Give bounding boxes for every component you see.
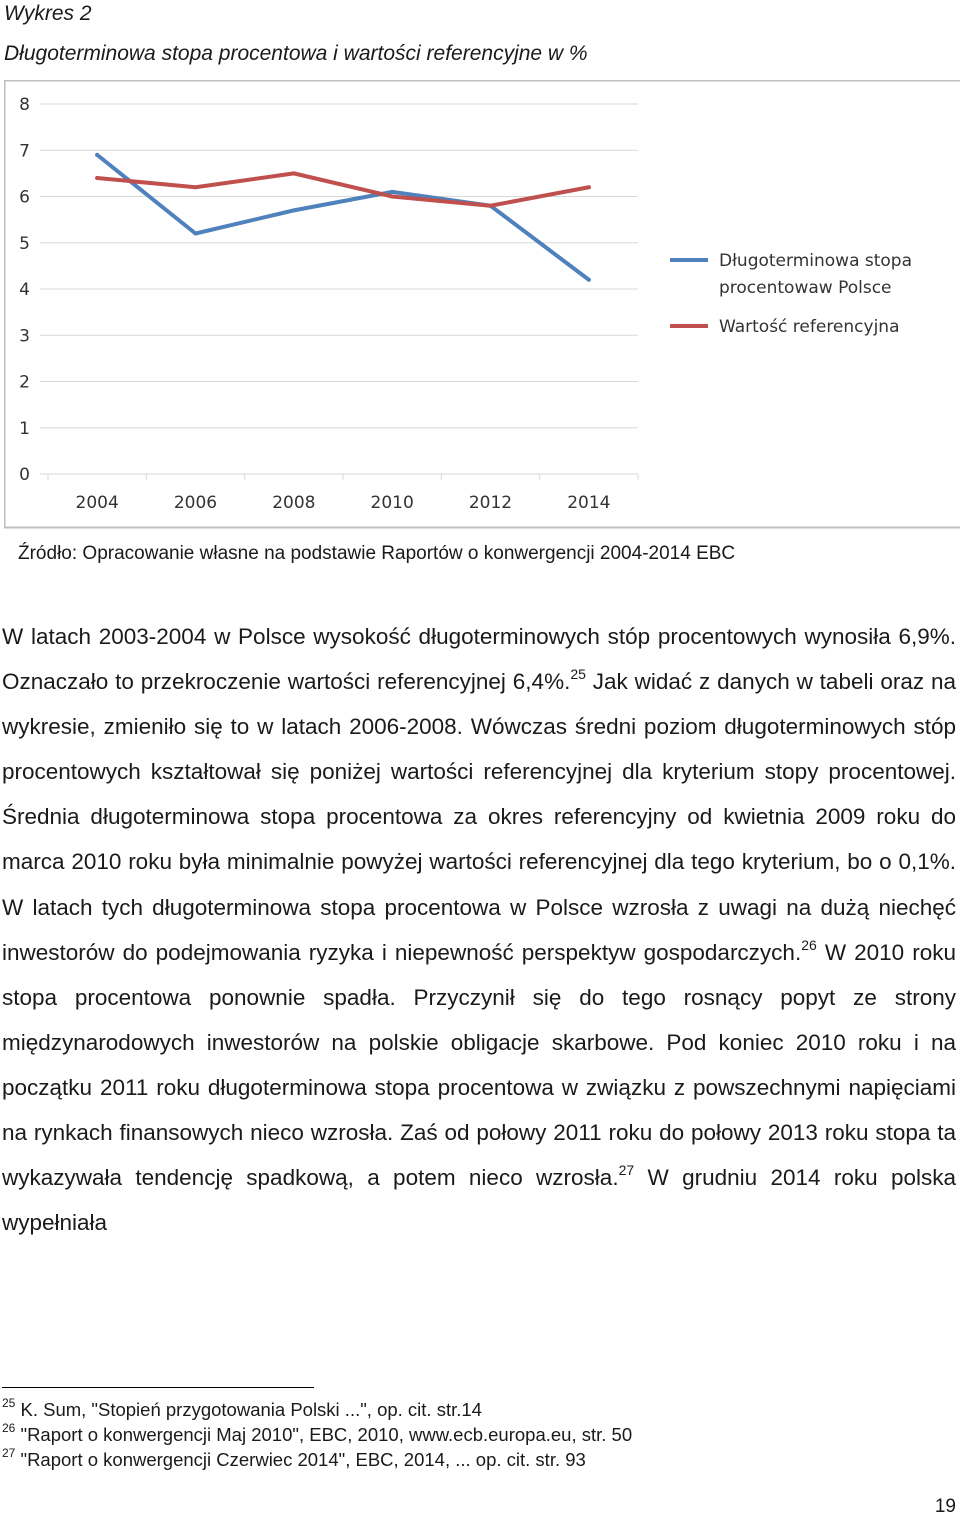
legend-label: Długoterminowa stopa xyxy=(719,251,913,271)
footnote-number: 25 xyxy=(2,1396,16,1410)
data-point xyxy=(489,204,493,208)
data-point xyxy=(390,195,394,199)
data-point xyxy=(194,232,198,236)
y-tick-label: 3 xyxy=(19,326,30,347)
figure-label: Wykres 2 xyxy=(4,2,92,25)
body-paragraph xyxy=(2,614,956,1245)
data-point xyxy=(95,153,99,157)
footnote-ref-26[interactable]: 26 xyxy=(801,936,817,953)
footnote-25 xyxy=(2,1396,482,1421)
x-tick-label: 2014 xyxy=(567,493,611,513)
legend-label: Wartość referencyjna xyxy=(719,317,900,337)
footnote-text: "Raport o konwergencji Maj 2010", EBC, 2010, www.ecb.europa.eu, str. 50 xyxy=(15,1424,633,1445)
x-tick-label: 2012 xyxy=(468,493,513,513)
figure-title: Długoterminowa stopa procentowa i wartości referencyjne w % xyxy=(4,42,588,65)
y-tick-label: 4 xyxy=(19,280,30,300)
y-tick-label: 6 xyxy=(19,187,30,208)
footnote-ref-27[interactable]: 27 xyxy=(618,1162,635,1179)
data-point xyxy=(194,185,198,189)
data-point xyxy=(292,171,296,175)
footnote-number: 27 xyxy=(2,1446,16,1460)
y-tick-label: 7 xyxy=(19,141,30,162)
body-text-part-1: W latach 2003-2004 w Polsce wysokość długoterminowych stóp procentowych wynosiła 6,9%. Oznaczało to przekroczenie wartości referencyjnej 6,4%. xyxy=(2,624,956,695)
body-text-part-3: W 2010 roku stopa procentowa ponownie spadła. Przyczynił się do tego rosnący popyt ze strony międzynarodowych inwestorów na polskie obligacje skarbowe. Pod koniec 2010 roku i na początku 2011 roku długoterminowa stopa procentowa w związku z powszechnymi napięciami na rynkach finansowych nieco wzrosła. Zaś od połowy 2011 roku do połowy 2013 roku stopa ta wykazywała tendencję spadkową, a potem nieco wzrosła. xyxy=(2,939,956,1191)
data-point xyxy=(587,278,591,282)
data-point xyxy=(95,176,99,180)
x-tick-label: 2004 xyxy=(75,493,119,513)
data-point xyxy=(292,208,296,212)
line-chart xyxy=(4,80,960,530)
y-tick-label: 2 xyxy=(19,372,30,393)
footnote-text: "Raport o konwergencji Czerwiec 2014", EBC, 2014, ... op. cit. str. 93 xyxy=(15,1449,586,1470)
footnote-27 xyxy=(2,1446,586,1471)
chart-svg xyxy=(4,80,960,530)
footnote-separator xyxy=(2,1387,314,1388)
x-tick-label: 2008 xyxy=(272,493,316,513)
chart-border xyxy=(5,81,960,528)
footnote-number: 26 xyxy=(2,1421,16,1435)
page-number: 19 xyxy=(934,1496,956,1517)
body-text-part-4: W grudniu 2014 roku polska wypełniała xyxy=(2,1165,957,1236)
body-text-part-2: Jak widać z danych w tabeli oraz na wykresie, zmieniło się to w latach 2006-2008. Wówczas średni poziom długoterminowych stóp procentowych kształtował się poniżej wartości referencyjnej dla kryterium stopy procentowej. Średnia długoterminowa stopa procentowa za okres referencyjny od kwietnia 2009 roku do marca 2010 roku była minimalnie powyżej wartości referencyjnej dla tego kryterium, bo o 0,1%. W latach tych długoterminowa stopa procentowa w Polsce wzrosła z uwagi na dużą niechęć inwestorów do podejmowania ryzyka i niepewność perspektyw gospodarczych. xyxy=(2,669,956,965)
data-point xyxy=(390,190,394,194)
footnote-26 xyxy=(2,1421,633,1446)
y-tick-label: 0 xyxy=(19,465,30,485)
y-tick-label: 5 xyxy=(19,233,30,254)
x-tick-label: 2010 xyxy=(370,493,414,513)
footnote-ref-25[interactable]: 25 xyxy=(570,666,586,683)
y-tick-label: 1 xyxy=(19,418,30,439)
footnote-text: K. Sum, "Stopień przygotowania Polski ...", op. cit. str.14 xyxy=(15,1399,482,1420)
x-tick-label: 2006 xyxy=(173,493,218,513)
legend-label: procentowaw Polsce xyxy=(719,278,892,298)
y-tick-label: 8 xyxy=(19,95,30,115)
data-point xyxy=(587,185,591,189)
figure-source: Źródło: Opracowanie własne na podstawie Raportów o konwergencji 2004-2014 EBC xyxy=(18,543,736,564)
